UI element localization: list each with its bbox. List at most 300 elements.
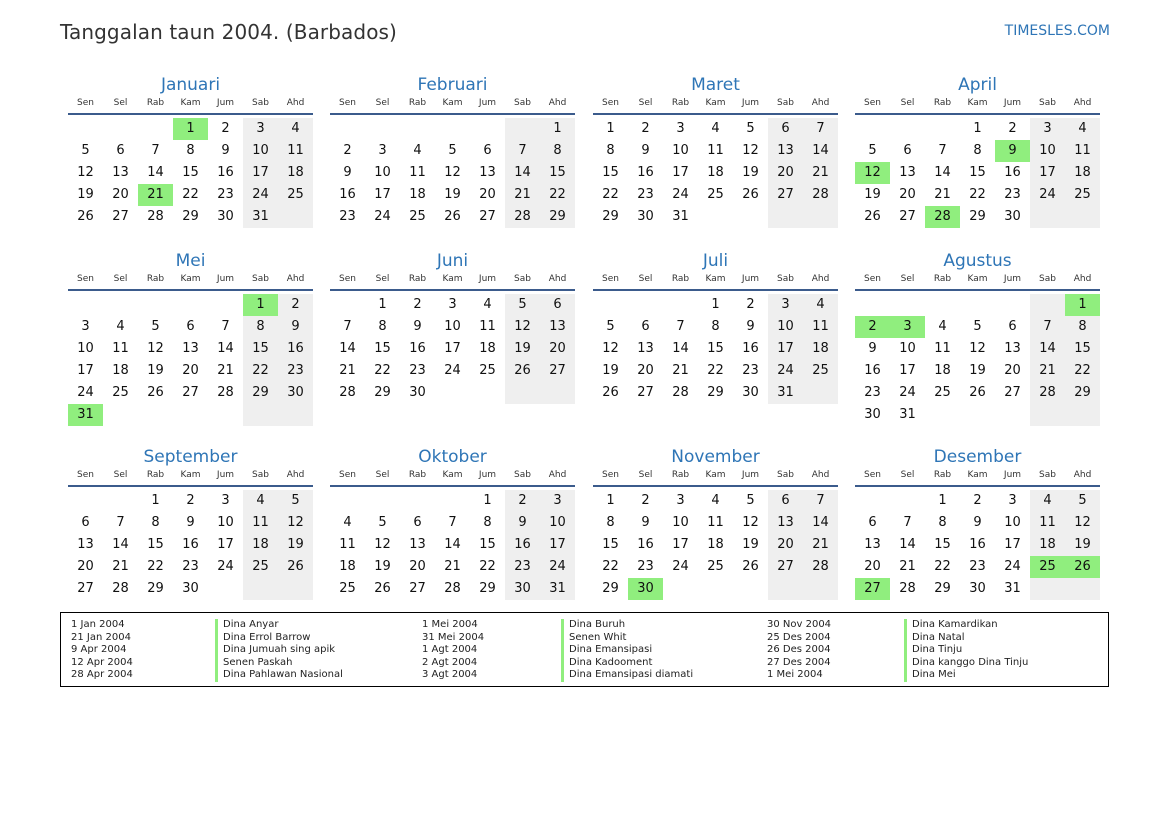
day-cell: 12: [77, 165, 94, 180]
week-row: [855, 162, 1100, 184]
month-title: Januari: [160, 75, 221, 95]
day-cell: 1: [540, 118, 575, 140]
day-cell: 21: [112, 559, 129, 574]
day-cell: 7: [343, 319, 352, 334]
week-row: [593, 338, 838, 360]
day-cell: 15: [243, 338, 278, 360]
legend-holiday-name: Dina Jumuah sing apik: [215, 644, 343, 657]
day-cell: 31: [540, 578, 575, 600]
weekday-label: Ahd: [811, 98, 830, 108]
empty-cell: [435, 118, 470, 140]
day-cell: 5: [448, 143, 457, 158]
day-cell: 4: [413, 143, 422, 158]
day-cell: 21: [217, 363, 234, 378]
week-row: [855, 140, 1100, 162]
day-cell: 7: [505, 140, 540, 162]
day-cell: 30: [409, 385, 426, 400]
day-cell: 26: [742, 187, 759, 202]
weekday-label: Jum: [216, 274, 235, 284]
week-row: [855, 578, 1100, 600]
day-cell: 12: [855, 162, 890, 184]
weekday-label: Sen: [602, 274, 619, 284]
weekday-label: Jum: [1003, 470, 1022, 480]
day-cell: 31: [1004, 581, 1021, 596]
day-cell: 3: [378, 143, 387, 158]
day-cell: 28: [444, 581, 461, 596]
day-cell: 22: [707, 363, 724, 378]
day-cell: 3: [1008, 493, 1017, 508]
weekday-label: Kam: [180, 274, 201, 284]
weekday-label: Ahd: [286, 98, 305, 108]
day-cell: 20: [540, 338, 575, 360]
day-cell: 9: [221, 143, 230, 158]
day-cell: 12: [147, 341, 164, 356]
day-cell: 4: [116, 319, 125, 334]
day-cell: 12: [602, 341, 619, 356]
day-cell: 9: [278, 316, 313, 338]
day-cell: 17: [374, 187, 391, 202]
weekday-label: Ahd: [548, 274, 567, 284]
day-cell: 13: [540, 316, 575, 338]
weekday-label: Sel: [113, 274, 128, 284]
weekday-label: Rab: [408, 274, 427, 284]
day-cell: 12: [374, 537, 391, 552]
day-cell: 27: [77, 581, 94, 596]
day-cell: 28: [803, 184, 838, 206]
day-cell: 8: [540, 140, 575, 162]
empty-cell: [1065, 404, 1100, 426]
week-row: [593, 162, 838, 184]
day-cell: 12: [742, 515, 759, 530]
empty-cell: [435, 382, 470, 404]
week-row: [593, 490, 838, 512]
day-cell: 13: [409, 537, 426, 552]
day-cell: 27: [112, 209, 129, 224]
week-row: [855, 316, 1100, 338]
week-row: [68, 162, 313, 184]
day-cell: 2: [413, 297, 422, 312]
day-cell: 20: [479, 187, 496, 202]
day-cell: 2: [641, 121, 650, 136]
day-cell: 30: [217, 209, 234, 224]
empty-cell: [1065, 578, 1100, 600]
day-cell: 23: [409, 363, 426, 378]
empty-cell: [803, 206, 838, 228]
site-link[interactable]: TIMESLES.COM: [1004, 23, 1110, 39]
day-cell: 29: [147, 581, 164, 596]
legend-holiday-name: Senen Paskah: [215, 657, 343, 670]
legend-date: 30 Nov 2004: [767, 619, 832, 630]
weekday-header: [593, 97, 838, 115]
weekday-label: Ahd: [1073, 98, 1092, 108]
month-title: Agustus: [943, 251, 1012, 271]
day-cell: 23: [339, 209, 356, 224]
weekday-label: Rab: [933, 98, 952, 108]
day-cell: 24: [540, 556, 575, 578]
day-cell: 5: [606, 319, 615, 334]
legend-holiday-name: Dina Errol Barrow: [215, 632, 343, 645]
day-cell: 11: [1065, 140, 1100, 162]
day-cell: 11: [1030, 512, 1065, 534]
week-row: [855, 360, 1100, 382]
day-cell: 9: [746, 319, 755, 334]
day-cell: 20: [637, 363, 654, 378]
day-cell: 4: [1030, 490, 1065, 512]
day-cell: 17: [77, 363, 94, 378]
empty-cell: [628, 294, 663, 316]
legend-holiday-name: Dina Tinju: [904, 644, 1028, 657]
empty-cell: [470, 382, 505, 404]
weekday-label: Sel: [375, 98, 390, 108]
day-cell: 28: [899, 581, 916, 596]
day-cell: 22: [969, 187, 986, 202]
day-cell: 7: [803, 118, 838, 140]
day-cell: 28: [925, 206, 960, 228]
day-cell: 25: [707, 559, 724, 574]
weekday-label: Kam: [967, 98, 988, 108]
empty-cell: [803, 382, 838, 404]
day-cell: 21: [339, 363, 356, 378]
week-row: [330, 162, 575, 184]
day-cell: 4: [938, 319, 947, 334]
week-row: [68, 382, 313, 404]
weekday-label: Sel: [113, 470, 128, 480]
day-cell: 6: [868, 515, 877, 530]
empty-cell: [890, 294, 925, 316]
day-cell: 7: [938, 143, 947, 158]
day-cell: 11: [803, 316, 838, 338]
day-cell: 5: [973, 319, 982, 334]
empty-cell: [103, 118, 138, 140]
week-row: [330, 294, 575, 316]
weekday-label: Jum: [741, 470, 760, 480]
day-cell: 15: [540, 162, 575, 184]
day-cell: 20: [864, 559, 881, 574]
day-cell: 26: [602, 385, 619, 400]
day-cell: 23: [505, 556, 540, 578]
day-cell: 14: [217, 341, 234, 356]
month-title: September: [143, 447, 238, 467]
day-cell: 9: [868, 341, 877, 356]
day-cell: 17: [1030, 162, 1065, 184]
day-cell: 14: [339, 341, 356, 356]
day-cell: 18: [707, 537, 724, 552]
weekday-label: Kam: [442, 470, 463, 480]
month-juni: [330, 250, 575, 404]
weekday-label: Kam: [967, 274, 988, 284]
day-cell: 24: [374, 209, 391, 224]
day-cell: 27: [637, 385, 654, 400]
day-cell: 15: [969, 165, 986, 180]
day-cell: 16: [217, 165, 234, 180]
legend-names-col-3: [904, 619, 1028, 682]
day-cell: 10: [77, 341, 94, 356]
day-cell: 25: [707, 187, 724, 202]
month-juli: [593, 250, 838, 404]
weekday-label: Sel: [638, 98, 653, 108]
day-cell: 16: [742, 341, 759, 356]
day-cell: 19: [602, 363, 619, 378]
day-cell: 20: [409, 559, 426, 574]
day-cell: 6: [768, 490, 803, 512]
day-cell: 21: [505, 184, 540, 206]
empty-cell: [925, 404, 960, 426]
empty-cell: [540, 382, 575, 404]
empty-cell: [208, 404, 243, 426]
weekday-label: Sel: [113, 98, 128, 108]
month-title: Februari: [417, 75, 488, 95]
day-cell: 16: [637, 537, 654, 552]
empty-cell: [173, 294, 208, 316]
weekday-label: Ahd: [286, 470, 305, 480]
empty-cell: [1030, 294, 1065, 316]
weekday-label: Sel: [638, 274, 653, 284]
week-row: [593, 360, 838, 382]
week-row: [855, 556, 1100, 578]
empty-cell: [768, 206, 803, 228]
weekday-header: [855, 469, 1100, 487]
empty-cell: [365, 490, 400, 512]
legend-dates-col-3: [767, 619, 831, 682]
weekday-header: [68, 97, 313, 115]
day-cell: 13: [182, 341, 199, 356]
day-cell: 30: [742, 385, 759, 400]
legend-date: 25 Des 2004: [767, 631, 831, 643]
day-cell: 5: [746, 493, 755, 508]
week-row: [68, 184, 313, 206]
weekday-label: Ahd: [1073, 274, 1092, 284]
day-cell: 26: [444, 209, 461, 224]
empty-cell: [278, 578, 313, 600]
day-cell: 27: [182, 385, 199, 400]
legend-holiday-name: Senen Whit: [561, 632, 693, 645]
legend-date: 2 Agt 2004: [422, 656, 478, 668]
day-cell: 27: [540, 360, 575, 382]
day-cell: 27: [409, 581, 426, 596]
day-cell: 2: [278, 294, 313, 316]
week-row: [855, 490, 1100, 512]
day-cell: 9: [973, 515, 982, 530]
day-cell: 1: [711, 297, 720, 312]
day-cell: 4: [243, 490, 278, 512]
day-cell: 30: [637, 209, 654, 224]
day-cell: 3: [243, 118, 278, 140]
day-cell: 18: [409, 187, 426, 202]
empty-cell: [733, 206, 768, 228]
day-cell: 16: [969, 537, 986, 552]
week-row: [330, 118, 575, 140]
weekday-label: Sab: [1039, 470, 1056, 480]
day-cell: 16: [505, 534, 540, 556]
day-cell: 13: [768, 512, 803, 534]
weekday-label: Jum: [741, 274, 760, 284]
day-cell: 21: [444, 559, 461, 574]
day-cell: 3: [221, 493, 230, 508]
empty-cell: [1030, 404, 1065, 426]
day-cell: 12: [1065, 512, 1100, 534]
day-cell: 14: [803, 140, 838, 162]
weekday-label: Sab: [514, 98, 531, 108]
day-cell: 7: [151, 143, 160, 158]
weekday-label: Sel: [900, 470, 915, 480]
day-cell: 14: [112, 537, 129, 552]
weekday-label: Sab: [514, 470, 531, 480]
day-cell: 14: [505, 162, 540, 184]
weekday-label: Kam: [442, 274, 463, 284]
day-cell: 7: [676, 319, 685, 334]
day-cell: 15: [707, 341, 724, 356]
week-row: [68, 294, 313, 316]
day-cell: 10: [243, 140, 278, 162]
day-cell: 24: [768, 360, 803, 382]
day-cell: 20: [899, 187, 916, 202]
day-cell: 25: [243, 556, 278, 578]
day-cell: 11: [278, 140, 313, 162]
week-row: [593, 578, 838, 600]
day-cell: 9: [343, 165, 352, 180]
empty-cell: [663, 294, 698, 316]
weekday-label: Sab: [514, 274, 531, 284]
day-cell: 18: [934, 363, 951, 378]
day-cell: 2: [343, 143, 352, 158]
day-cell: 28: [1030, 382, 1065, 404]
day-cell: 27: [768, 184, 803, 206]
day-cell: 28: [339, 385, 356, 400]
day-cell: 19: [864, 187, 881, 202]
day-cell: 9: [641, 515, 650, 530]
day-cell: 26: [505, 360, 540, 382]
day-cell: 19: [77, 187, 94, 202]
legend-holiday-name: Dina Mei: [904, 669, 1028, 682]
day-cell: 24: [243, 184, 278, 206]
empty-cell: [1065, 206, 1100, 228]
weekday-label: Ahd: [548, 470, 567, 480]
day-cell: 10: [540, 512, 575, 534]
weekday-label: Jum: [478, 98, 497, 108]
legend-names-col-2: [561, 619, 693, 682]
weekday-label: Sen: [77, 470, 94, 480]
empty-cell: [925, 294, 960, 316]
day-cell: 24: [77, 385, 94, 400]
empty-cell: [505, 118, 540, 140]
day-cell: 23: [278, 360, 313, 382]
day-cell: 3: [81, 319, 90, 334]
day-cell: 22: [540, 184, 575, 206]
empty-cell: [68, 490, 103, 512]
day-cell: 8: [711, 319, 720, 334]
day-cell: 6: [641, 319, 650, 334]
day-cell: 1: [151, 493, 160, 508]
day-cell: 8: [606, 143, 615, 158]
day-cell: 28: [505, 206, 540, 228]
day-cell: 25: [409, 209, 426, 224]
day-cell: 10: [444, 319, 461, 334]
weekday-label: Sab: [1039, 274, 1056, 284]
day-cell: 15: [602, 165, 619, 180]
day-cell: 14: [444, 537, 461, 552]
empty-cell: [208, 294, 243, 316]
day-cell: 14: [803, 512, 838, 534]
legend-date: 3 Agt 2004: [422, 669, 478, 680]
empty-cell: [960, 404, 995, 426]
week-row: [330, 338, 575, 360]
day-cell: 29: [969, 209, 986, 224]
day-cell: 30: [628, 578, 663, 600]
day-cell: 9: [995, 140, 1030, 162]
day-cell: 29: [479, 581, 496, 596]
day-cell: 31: [768, 382, 803, 404]
day-cell: 15: [374, 341, 391, 356]
weekday-label: Kam: [442, 98, 463, 108]
day-cell: 22: [1065, 360, 1100, 382]
day-cell: 5: [81, 143, 90, 158]
day-cell: 11: [707, 515, 724, 530]
day-cell: 24: [444, 363, 461, 378]
day-cell: 18: [339, 559, 356, 574]
day-cell: 27: [479, 209, 496, 224]
day-cell: 18: [803, 338, 838, 360]
day-cell: 3: [1030, 118, 1065, 140]
day-cell: 21: [1030, 360, 1065, 382]
day-cell: 16: [409, 341, 426, 356]
day-cell: 23: [182, 559, 199, 574]
weekday-label: Rab: [933, 274, 952, 284]
month-title: Juli: [702, 251, 729, 271]
day-cell: 4: [803, 294, 838, 316]
day-cell: 13: [768, 140, 803, 162]
empty-cell: [698, 578, 733, 600]
week-row: [330, 578, 575, 600]
week-row: [330, 140, 575, 162]
day-cell: 4: [278, 118, 313, 140]
week-row: [855, 184, 1100, 206]
day-cell: 14: [672, 341, 689, 356]
legend-date: 26 Des 2004: [767, 644, 831, 655]
day-cell: 15: [1065, 338, 1100, 360]
month-title: Maret: [691, 75, 740, 95]
day-cell: 20: [182, 363, 199, 378]
day-cell: 19: [1065, 534, 1100, 556]
month-oktober: [330, 446, 575, 600]
day-cell: 20: [1004, 363, 1021, 378]
day-cell: 2: [221, 121, 230, 136]
week-row: [593, 534, 838, 556]
day-cell: 3: [768, 294, 803, 316]
weekday-label: Jum: [1003, 98, 1022, 108]
day-cell: 26: [147, 385, 164, 400]
month-title: Desember: [933, 447, 1022, 467]
day-cell: 27: [855, 578, 890, 600]
legend-date: 9 Apr 2004: [71, 644, 127, 655]
day-cell: 29: [934, 581, 951, 596]
week-row: [330, 534, 575, 556]
empty-cell: [278, 206, 313, 228]
day-cell: 26: [278, 556, 313, 578]
week-row: [68, 556, 313, 578]
day-cell: 20: [112, 187, 129, 202]
day-cell: 19: [505, 338, 540, 360]
day-cell: 26: [864, 209, 881, 224]
empty-cell: [330, 118, 365, 140]
day-cell: 15: [182, 165, 199, 180]
weekday-label: Sel: [900, 274, 915, 284]
weekday-label: Ahd: [811, 470, 830, 480]
week-row: [330, 184, 575, 206]
day-cell: 25: [934, 385, 951, 400]
day-cell: 29: [540, 206, 575, 228]
week-row: [68, 534, 313, 556]
weekday-label: Jum: [478, 274, 497, 284]
